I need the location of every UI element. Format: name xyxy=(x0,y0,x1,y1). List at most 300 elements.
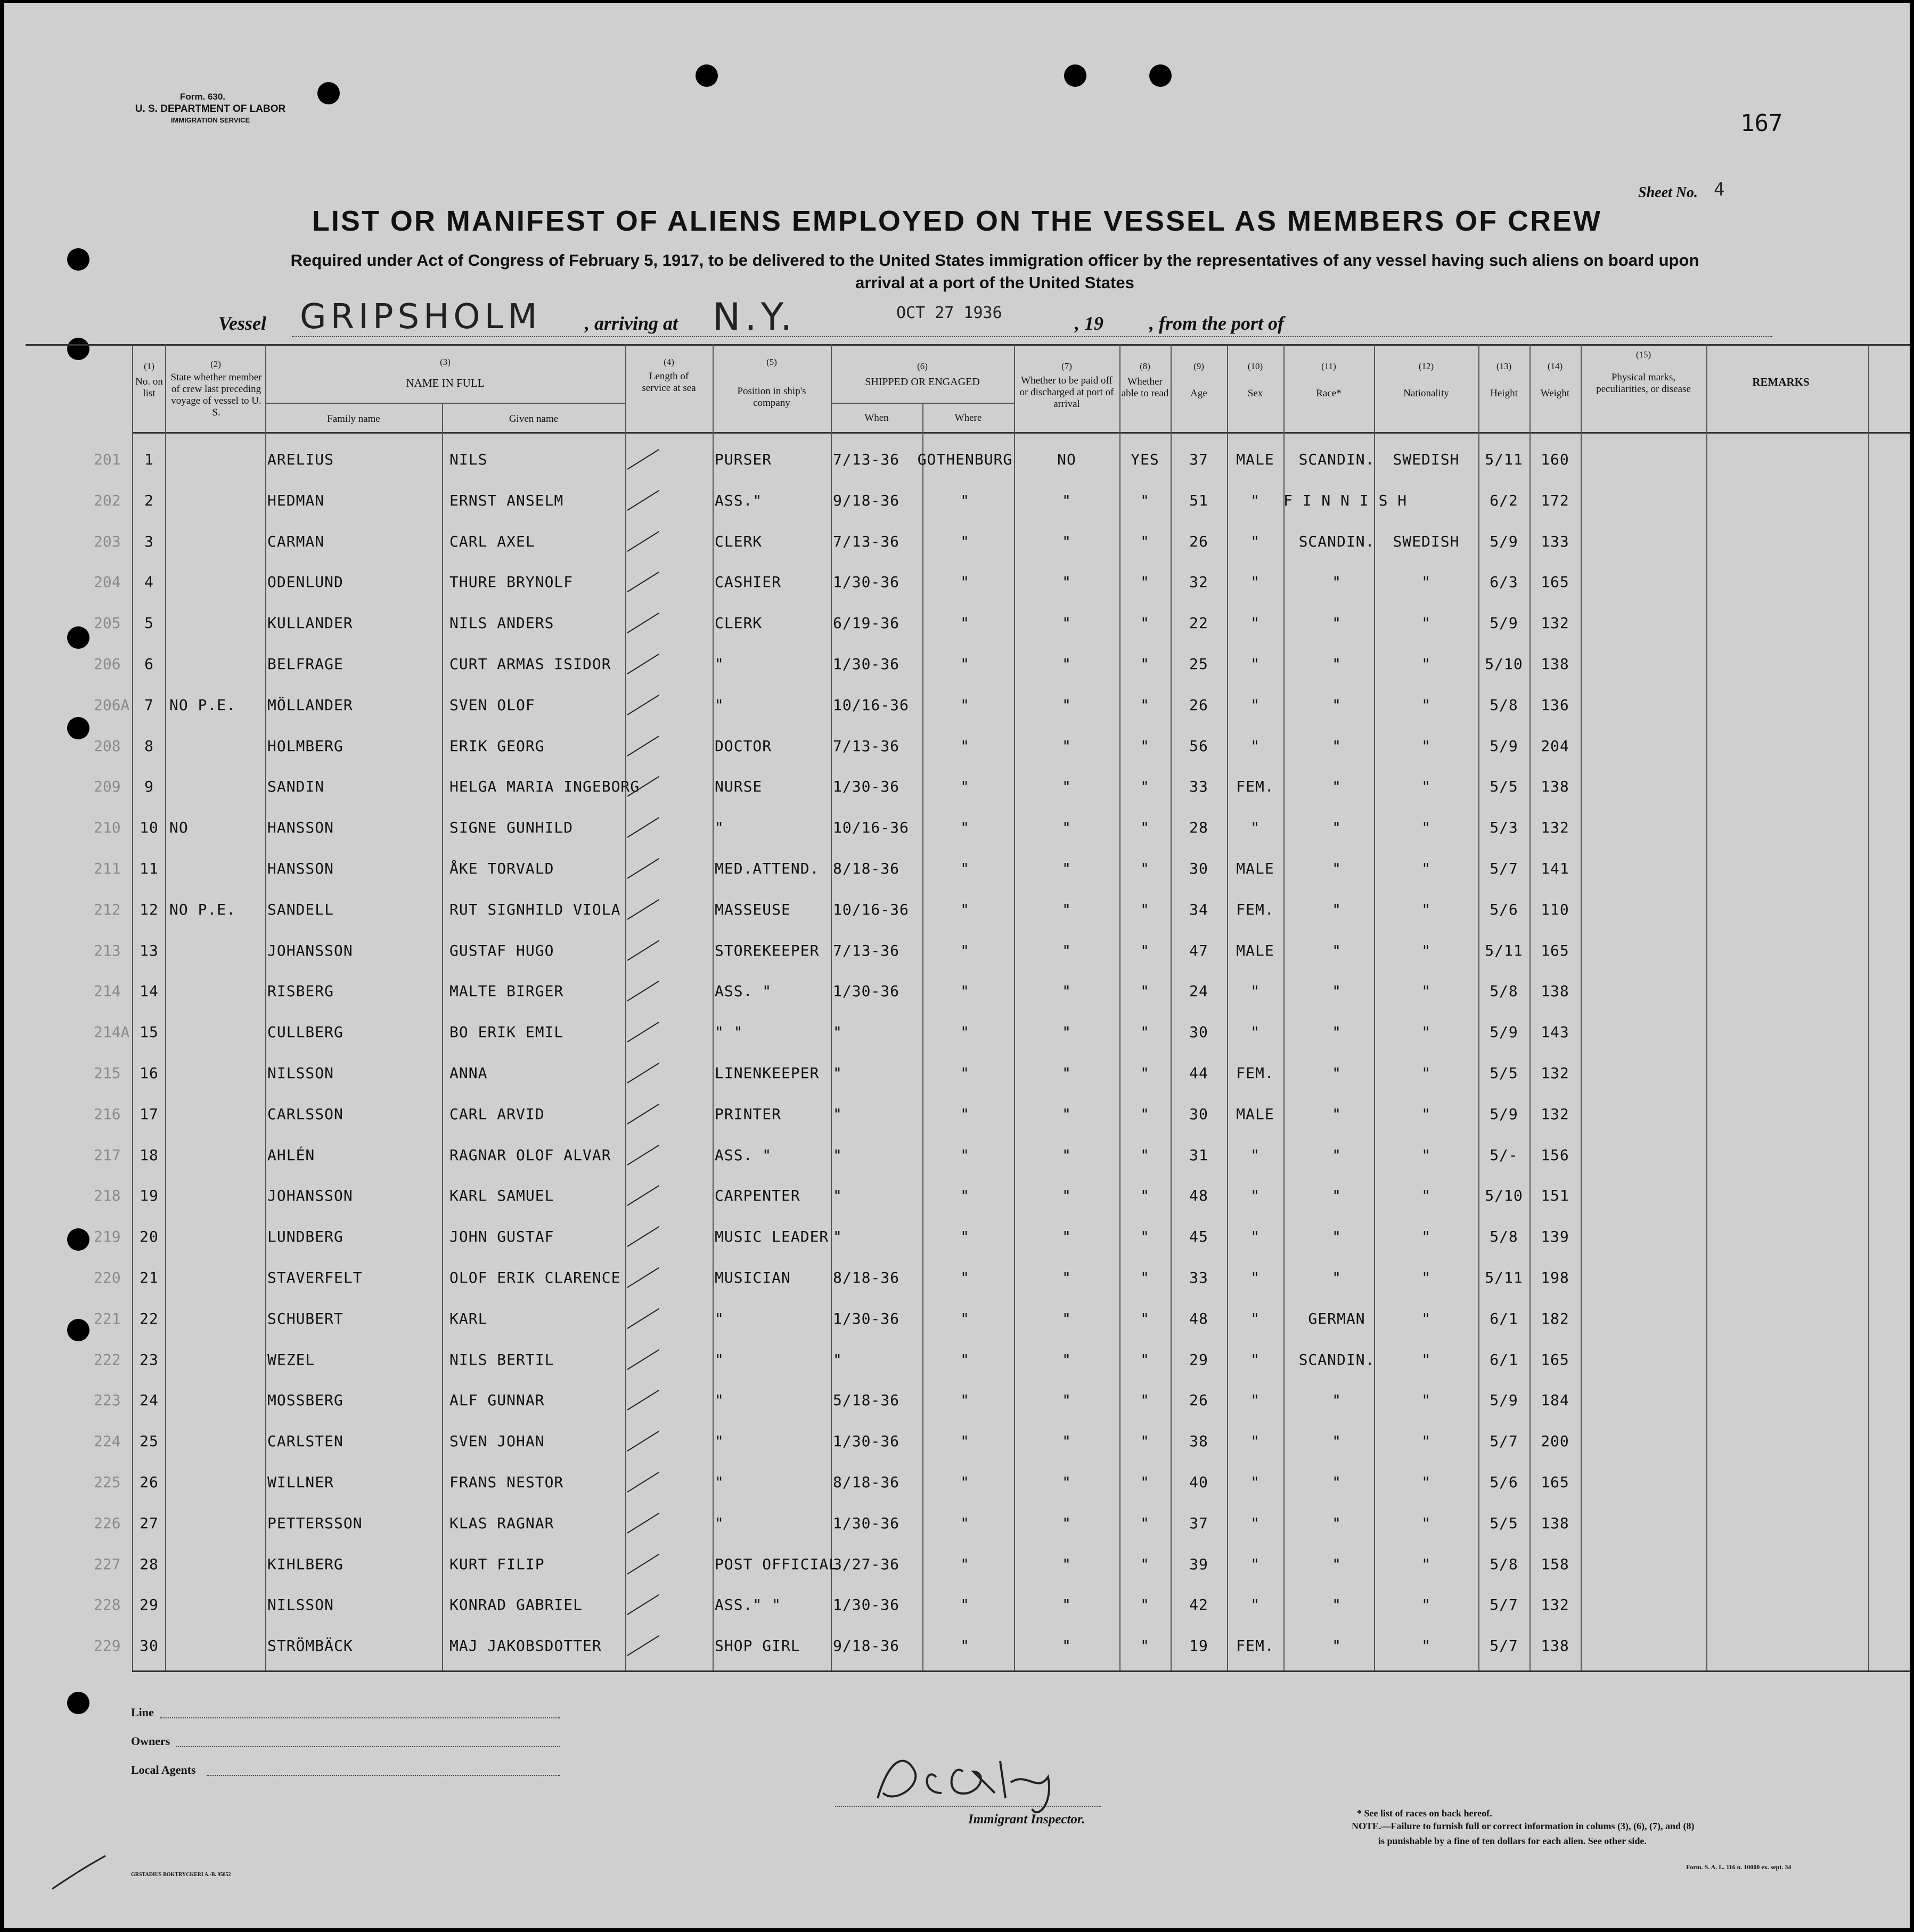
shipped-where-cell: " xyxy=(960,1146,970,1164)
shipped-where-cell: " xyxy=(960,1105,970,1123)
position-cell: " xyxy=(715,1309,724,1327)
given-name-cell: OLOF ERIK CLARENCE xyxy=(449,1269,621,1286)
sex-cell: " xyxy=(1250,1596,1260,1614)
table-row xyxy=(4,1343,1910,1384)
position-cell: " xyxy=(715,1391,724,1409)
table-row xyxy=(4,1098,1910,1138)
able-to-read-cell: " xyxy=(1140,1228,1150,1246)
weight-cell: 165 xyxy=(1541,573,1569,591)
row-number-cell: 8 xyxy=(144,737,154,755)
table-row xyxy=(4,1179,1910,1220)
paid-off-cell: " xyxy=(1062,1309,1071,1327)
col-9-header: Age xyxy=(1190,388,1207,399)
shipped-where-cell: " xyxy=(960,491,970,509)
weight-cell: 138 xyxy=(1541,1514,1569,1532)
table-row xyxy=(4,1629,1910,1670)
height-cell: 5/10 xyxy=(1485,655,1523,673)
able-to-read-cell: " xyxy=(1140,696,1150,714)
table-row xyxy=(4,566,1910,606)
sex-cell: " xyxy=(1250,491,1260,509)
nationality-cell: " xyxy=(1421,1187,1431,1205)
weight-cell: 141 xyxy=(1541,860,1569,877)
col-4-number: (4) xyxy=(664,357,674,367)
weight-cell: 136 xyxy=(1541,696,1569,714)
family-name-cell: WEZEL xyxy=(267,1350,315,1368)
family-name-cell: HEDMAN xyxy=(267,491,325,509)
shipped-when-cell: 3/27-36 xyxy=(833,1555,900,1573)
sex-cell: " xyxy=(1250,1432,1260,1450)
pencil-list-number: 211 xyxy=(94,860,121,877)
height-cell: 5/9 xyxy=(1490,614,1518,632)
table-row xyxy=(4,893,1910,934)
table-row xyxy=(4,1384,1910,1424)
col-9-number: (9) xyxy=(1193,361,1204,371)
shipped-where-cell: " xyxy=(960,1473,970,1491)
col-2-header: State whether member of crew last preceding voyage of vessel to U. S. xyxy=(170,372,262,418)
paid-off-cell: " xyxy=(1062,778,1071,796)
service-check-mark xyxy=(627,1635,659,1656)
col-5-header: Position in ship's company xyxy=(737,386,806,409)
nationality-cell: " xyxy=(1421,860,1431,877)
able-to-read-cell: " xyxy=(1140,941,1150,959)
position-cell: " xyxy=(715,655,724,673)
col-12-number: (12) xyxy=(1418,361,1434,371)
race-cell: " xyxy=(1332,1187,1342,1205)
shipped-when-cell: " xyxy=(833,1187,843,1205)
shipped-when-cell: 7/13-36 xyxy=(833,737,900,755)
table-row xyxy=(4,934,1910,975)
table-row xyxy=(4,1588,1910,1629)
family-name-cell: ARELIUS xyxy=(267,451,334,468)
nationality-cell: " xyxy=(1421,1146,1431,1164)
sex-cell: " xyxy=(1250,1269,1260,1286)
page-number: 167 xyxy=(1740,110,1783,137)
position-cell: MUSIC LEADER xyxy=(715,1228,829,1246)
shipped-when-cell: 9/18-36 xyxy=(833,491,900,509)
row-number-cell: 25 xyxy=(140,1432,159,1450)
sex-cell: " xyxy=(1250,573,1260,591)
service-check-mark xyxy=(627,572,659,592)
shipped-when-cell: 1/30-36 xyxy=(833,1432,900,1450)
penalty-note-1: NOTE.—Failure to furnish full or correct information in colums (3), (6), (7), and (8) xyxy=(1352,1821,1695,1831)
age-cell: 31 xyxy=(1189,1146,1208,1164)
date-stamp: OCT 27 1936 xyxy=(896,304,1002,322)
nationality-cell: " xyxy=(1421,1637,1431,1655)
age-cell: 26 xyxy=(1189,696,1208,714)
family-name-cell: SANDIN xyxy=(267,778,325,796)
race-cell: " xyxy=(1332,1023,1342,1041)
paid-off-cell: " xyxy=(1062,941,1071,959)
nationality-cell: " xyxy=(1421,778,1431,796)
shipped-where-cell: " xyxy=(960,819,970,837)
race-cell: " xyxy=(1332,1596,1342,1614)
races-note: * See list of races on back hereof. xyxy=(1357,1808,1492,1819)
given-name-cell: NILS ANDERS xyxy=(449,614,554,632)
given-name-cell: THURE BRYNOLF xyxy=(449,573,574,591)
sex-cell: FEM. xyxy=(1236,1064,1274,1082)
col-6-number: (6) xyxy=(917,361,928,371)
able-to-read-cell: " xyxy=(1140,1391,1150,1409)
able-to-read-cell: " xyxy=(1140,1064,1150,1082)
row-number-cell: 6 xyxy=(144,655,154,673)
height-cell: 5/9 xyxy=(1490,1391,1518,1409)
paid-off-cell: " xyxy=(1062,614,1071,632)
position-cell: PURSER xyxy=(715,451,772,468)
height-cell: 5/3 xyxy=(1490,819,1518,837)
nationality-cell: " xyxy=(1421,1309,1431,1327)
sex-cell: " xyxy=(1250,1187,1260,1205)
shipped-when-cell: " xyxy=(833,1023,843,1041)
table-header-divider xyxy=(132,432,1910,434)
pencil-list-number: 217 xyxy=(94,1146,121,1164)
able-to-read-cell: " xyxy=(1140,573,1150,591)
shipped-where-cell: " xyxy=(960,1555,970,1573)
race-cell: " xyxy=(1332,696,1342,714)
service-check-mark xyxy=(627,1308,659,1329)
paid-off-cell: " xyxy=(1062,573,1071,591)
row-number-cell: 5 xyxy=(144,614,154,632)
family-name-cell: HANSSON xyxy=(267,819,334,837)
paid-off-cell: " xyxy=(1062,1023,1071,1041)
age-cell: 30 xyxy=(1189,1105,1208,1123)
paid-off-cell: " xyxy=(1062,1596,1071,1614)
paid-off-cell: " xyxy=(1062,1432,1071,1450)
shipped-when-cell: 10/16-36 xyxy=(833,819,909,837)
given-name-cell: RUT SIGNHILD VIOLA xyxy=(449,900,621,918)
row-number-cell: 4 xyxy=(144,573,154,591)
service-check-mark xyxy=(627,1226,659,1247)
given-name-cell: FRANS NESTOR xyxy=(449,1473,564,1491)
race-cell: " xyxy=(1332,819,1342,837)
age-cell: 32 xyxy=(1189,573,1208,591)
able-to-read-cell: " xyxy=(1140,1105,1150,1123)
col-2-number: (2) xyxy=(210,359,221,369)
position-cell: LINENKEEPER xyxy=(715,1064,820,1082)
sex-cell: " xyxy=(1250,1555,1260,1573)
pencil-list-number: 228 xyxy=(94,1596,121,1614)
shipped-where-cell: " xyxy=(960,1350,970,1368)
position-cell: DOCTOR xyxy=(715,737,772,755)
age-cell: 25 xyxy=(1189,655,1208,673)
height-cell: 5/7 xyxy=(1490,1596,1518,1614)
pencil-list-number: 206A xyxy=(94,696,130,714)
previous-voyage-cell: NO P.E. xyxy=(169,900,236,918)
table-row xyxy=(4,1016,1910,1056)
shipped-when-cell: " xyxy=(833,1350,843,1368)
weight-cell: 160 xyxy=(1541,451,1569,468)
paid-off-cell: " xyxy=(1062,1228,1071,1246)
position-cell: CASHIER xyxy=(715,573,782,591)
table-row xyxy=(4,443,1910,484)
shipped-where-cell: " xyxy=(960,614,970,632)
position-cell: " xyxy=(715,1514,724,1532)
family-name-cell: BELFRAGE xyxy=(267,655,343,673)
sheet-label: Sheet No. xyxy=(1638,184,1698,201)
shipped-where-cell: " xyxy=(960,1596,970,1614)
height-cell: 5/11 xyxy=(1485,941,1523,959)
department-label: U. S. DEPARTMENT OF LABOR xyxy=(135,103,286,115)
race-cell: SCANDIN. xyxy=(1298,1350,1375,1368)
col-14-header: Weight xyxy=(1540,388,1570,399)
shipped-where-cell: " xyxy=(960,1023,970,1041)
given-name-cell: JOHN GUSTAF xyxy=(449,1228,554,1246)
col-6-header: SHIPPED OR ENGAGED xyxy=(865,376,980,388)
sex-cell: " xyxy=(1250,1228,1260,1246)
given-name-cell: ALF GUNNAR xyxy=(449,1391,545,1409)
nationality-cell: " xyxy=(1421,1105,1431,1123)
row-number-cell: 30 xyxy=(140,1637,159,1655)
table-row xyxy=(4,1302,1910,1343)
page-title: LIST OR MANIFEST OF ALIENS EMPLOYED ON THE VESSEL AS MEMBERS OF CREW xyxy=(312,205,1602,237)
inspector-signature-line xyxy=(835,1806,1101,1807)
punch-hole xyxy=(67,248,89,271)
given-name-cell: KARL SAMUEL xyxy=(449,1187,554,1205)
able-to-read-cell: " xyxy=(1140,491,1150,509)
paid-off-cell: " xyxy=(1062,1187,1071,1205)
able-to-read-cell: " xyxy=(1140,982,1150,1000)
line-label: Line xyxy=(131,1706,154,1719)
nationality-cell: SWEDISH xyxy=(1393,451,1460,468)
vessel-name: GRIPSHOLM xyxy=(300,297,542,337)
nationality-cell: " xyxy=(1421,1023,1431,1041)
weight-cell: 158 xyxy=(1541,1555,1569,1573)
table-row xyxy=(4,1548,1910,1588)
race-cell: " xyxy=(1332,778,1342,796)
sex-cell: " xyxy=(1250,1309,1260,1327)
age-cell: 29 xyxy=(1189,1350,1208,1368)
sex-cell: " xyxy=(1250,655,1260,673)
service-label: IMMIGRATION SERVICE xyxy=(170,116,250,124)
pencil-list-number: 216 xyxy=(94,1105,121,1123)
sex-cell: " xyxy=(1250,1391,1260,1409)
age-cell: 22 xyxy=(1189,614,1208,632)
race-cell: " xyxy=(1332,1146,1342,1164)
paid-off-cell: " xyxy=(1062,1637,1071,1655)
position-cell: SHOP GIRL xyxy=(715,1637,800,1655)
sex-cell: MALE xyxy=(1236,941,1274,959)
age-cell: 37 xyxy=(1189,451,1208,468)
service-check-mark xyxy=(627,1431,659,1452)
nationality-cell: " xyxy=(1421,1269,1431,1286)
race-cell: " xyxy=(1332,941,1342,959)
race-cell: " xyxy=(1332,1269,1342,1286)
position-cell: ASS." xyxy=(715,491,763,509)
nationality-cell: " xyxy=(1421,1596,1431,1614)
service-check-mark xyxy=(627,1594,659,1615)
height-cell: 6/1 xyxy=(1490,1350,1518,1368)
col-15-header: Physical marks, peculiarities, or disease xyxy=(1596,372,1691,395)
shipped-where-cell: " xyxy=(960,737,970,755)
table-row xyxy=(4,484,1910,525)
family-name-cell: RISBERG xyxy=(267,982,334,1000)
local-agents-field xyxy=(207,1775,560,1776)
row-number-cell: 18 xyxy=(140,1146,159,1164)
race-cell: " xyxy=(1332,1637,1342,1655)
shipped-when-cell: 9/18-36 xyxy=(833,1637,900,1655)
weight-cell: 132 xyxy=(1541,1596,1569,1614)
service-check-mark xyxy=(627,858,659,879)
race-cell: " xyxy=(1332,737,1342,755)
service-check-mark xyxy=(627,940,659,961)
age-cell: 30 xyxy=(1189,1023,1208,1041)
shipped-where-cell: " xyxy=(960,1309,970,1327)
weight-cell: 133 xyxy=(1541,532,1569,550)
table-row xyxy=(4,770,1910,811)
col-1-header: No. on list xyxy=(135,376,163,399)
col-10-number: (10) xyxy=(1247,361,1263,371)
position-cell: " xyxy=(715,696,724,714)
given-name-cell: NILS xyxy=(449,451,488,468)
pencil-list-number: 214A xyxy=(94,1023,130,1041)
weight-cell: 182 xyxy=(1541,1309,1569,1327)
able-to-read-cell: " xyxy=(1140,1309,1150,1327)
shipped-where-cell: " xyxy=(960,982,970,1000)
shipped-where-cell: " xyxy=(960,900,970,918)
punch-hole xyxy=(317,82,340,104)
race-cell: " xyxy=(1332,1391,1342,1409)
given-name-cell: MAJ JAKOBSDOTTER xyxy=(449,1637,602,1655)
age-cell: 44 xyxy=(1189,1064,1208,1082)
given-name-cell: ERIK GEORG xyxy=(449,737,545,755)
pencil-list-number: 221 xyxy=(94,1309,121,1327)
shipped-when-cell: 1/30-36 xyxy=(833,573,900,591)
row-number-cell: 23 xyxy=(140,1350,159,1368)
given-name-cell: RAGNAR OLOF ALVAR xyxy=(449,1146,611,1164)
shipped-when-cell: 7/13-36 xyxy=(833,532,900,550)
height-cell: 5/5 xyxy=(1490,778,1518,796)
age-cell: 39 xyxy=(1189,1555,1208,1573)
table-row xyxy=(4,1466,1910,1506)
sex-cell: MALE xyxy=(1236,1105,1274,1123)
manifest-sheet xyxy=(4,3,1910,1928)
given-name-cell: KLAS RAGNAR xyxy=(449,1514,554,1532)
sex-cell: FEM. xyxy=(1236,1637,1274,1655)
table-row xyxy=(4,1261,1910,1302)
pencil-list-number: 206 xyxy=(94,655,121,673)
pencil-list-number: 219 xyxy=(94,1228,121,1246)
col-10-header: Sex xyxy=(1247,388,1263,399)
row-number-cell: 21 xyxy=(140,1269,159,1286)
able-to-read-cell: " xyxy=(1140,1023,1150,1041)
pencil-list-number: 202 xyxy=(94,491,121,509)
col-15-number: (15) xyxy=(1635,349,1651,360)
family-name-cell: JOHANSSON xyxy=(267,941,353,959)
printer-imprint: GRSTADIUS BOKTRYCKERI A.-B. 95852 xyxy=(131,1872,231,1878)
given-name-subheader: Given name xyxy=(509,413,559,425)
height-cell: 5/8 xyxy=(1490,1228,1518,1246)
shipped-when-cell: " xyxy=(833,1105,843,1123)
race-cell: " xyxy=(1332,1228,1342,1246)
shipped-where-cell: " xyxy=(960,573,970,591)
shipped-where-cell: " xyxy=(960,1269,970,1286)
shipped-when-cell: 1/30-36 xyxy=(833,778,900,796)
age-cell: 28 xyxy=(1189,819,1208,837)
position-cell: " xyxy=(715,1350,724,1368)
weight-cell: 138 xyxy=(1541,1637,1569,1655)
shipped-when-cell: 8/18-36 xyxy=(833,1269,900,1286)
given-name-cell: SIGNE GUNHILD xyxy=(449,819,574,837)
height-cell: 5/6 xyxy=(1490,900,1518,918)
table-row xyxy=(4,975,1910,1015)
previous-voyage-cell: NO P.E. xyxy=(169,696,236,714)
pencil-list-number: 224 xyxy=(94,1432,121,1450)
paid-off-cell: " xyxy=(1062,491,1071,509)
given-name-cell: MALTE BIRGER xyxy=(449,982,564,1000)
pencil-list-number: 229 xyxy=(94,1637,121,1655)
position-cell: ASS. " xyxy=(715,982,772,1000)
age-cell: 34 xyxy=(1189,900,1208,918)
paid-off-cell: " xyxy=(1062,532,1071,550)
vessel-line-underline xyxy=(292,336,1772,337)
weight-cell: 138 xyxy=(1541,655,1569,673)
sex-cell: FEM. xyxy=(1236,900,1274,918)
sex-cell: " xyxy=(1250,532,1260,550)
race-cell: " xyxy=(1332,1105,1342,1123)
form-footer: Form. S. A. L. 116 n. 10000 ex. sept. 34 xyxy=(1686,1863,1792,1871)
race-cell: " xyxy=(1332,1473,1342,1491)
family-name-cell: HANSSON xyxy=(267,860,334,877)
where-subheader: Where xyxy=(954,412,982,423)
pencil-list-number: 215 xyxy=(94,1064,121,1082)
age-cell: 48 xyxy=(1189,1187,1208,1205)
age-cell: 45 xyxy=(1189,1228,1208,1246)
able-to-read-cell: " xyxy=(1140,1514,1150,1532)
position-cell: MED.ATTEND. xyxy=(715,860,820,877)
paid-off-cell: " xyxy=(1062,1350,1071,1368)
family-name-cell: STAVERFELT xyxy=(267,1269,363,1286)
height-cell: 5/11 xyxy=(1485,451,1523,468)
given-name-cell: HELGA MARIA INGEBORG xyxy=(449,778,640,796)
nationality-cell: " xyxy=(1421,1350,1431,1368)
row-number-cell: 3 xyxy=(144,532,154,550)
sex-cell: " xyxy=(1250,696,1260,714)
table-row xyxy=(4,1507,1910,1547)
vessel-label: Vessel xyxy=(218,313,266,334)
shipped-when-cell: " xyxy=(833,1228,843,1246)
able-to-read-cell: " xyxy=(1140,1187,1150,1205)
given-name-cell: GUSTAF HUGO xyxy=(449,941,554,959)
age-cell: 24 xyxy=(1189,982,1208,1000)
given-name-cell: KARL xyxy=(449,1309,488,1327)
nationality-cell: " xyxy=(1421,614,1431,632)
shipped-where-cell: " xyxy=(960,1228,970,1246)
age-cell: 33 xyxy=(1189,1269,1208,1286)
weight-cell: 138 xyxy=(1541,778,1569,796)
shipped-when-cell: 8/18-36 xyxy=(833,860,900,877)
position-cell: MASSEUSE xyxy=(715,900,791,918)
race-cell: " xyxy=(1332,573,1342,591)
row-number-cell: 27 xyxy=(140,1514,159,1532)
age-cell: 30 xyxy=(1189,860,1208,877)
weight-cell: 198 xyxy=(1541,1269,1569,1286)
col-7-number: (7) xyxy=(1061,361,1072,371)
paid-off-cell: " xyxy=(1062,819,1071,837)
service-check-mark xyxy=(627,1063,659,1083)
given-name-cell: CURT ARMAS ISIDOR xyxy=(449,655,611,673)
table-row xyxy=(4,1425,1910,1465)
family-name-cell: CARLSSON xyxy=(267,1105,343,1123)
service-check-mark xyxy=(627,1185,659,1206)
row-number-cell: 1 xyxy=(144,451,154,468)
weight-cell: 132 xyxy=(1541,819,1569,837)
nationality-cell: " xyxy=(1421,941,1431,959)
height-cell: 5/6 xyxy=(1490,1473,1518,1491)
shipped-where-cell: " xyxy=(960,532,970,550)
service-check-mark xyxy=(627,1554,659,1575)
row-number-cell: 7 xyxy=(144,696,154,714)
shipped-when-cell: 7/13-36 xyxy=(833,941,900,959)
position-cell: " xyxy=(715,1473,724,1491)
